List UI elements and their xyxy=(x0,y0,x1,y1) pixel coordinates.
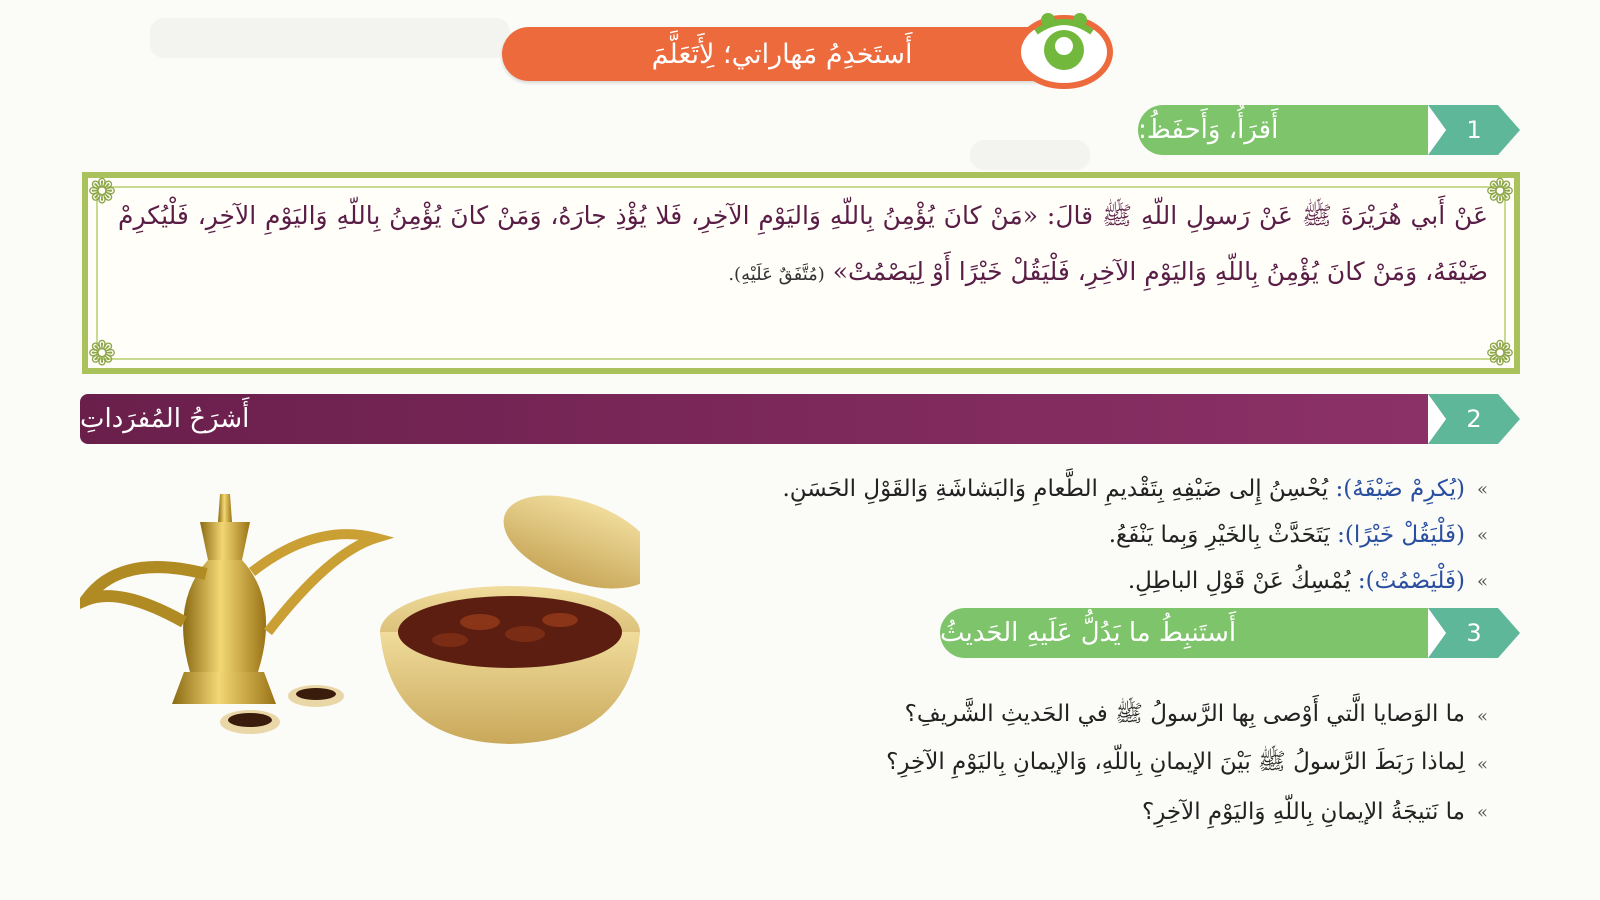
question-text: ما الوَصايا الَّتي أَوْصى بِها الرَّسولُ ﷺ في الحَديثِ الشَّريفِ؟ xyxy=(904,701,1465,727)
vocabulary-term: (يُكرِمْ ضَيْفَهُ): xyxy=(1335,476,1465,502)
bullet-icon: » xyxy=(1476,570,1488,592)
hadith-text-block xyxy=(118,188,1488,358)
section-3-header xyxy=(940,608,1428,658)
background-ghost xyxy=(970,140,1090,170)
frame-corner-ornament: ❁ xyxy=(87,172,117,212)
bullet-icon: » xyxy=(1476,753,1488,775)
hadith-source: (مُتَّفَقٌ عَلَيْهِ). xyxy=(728,264,825,285)
frame-corner-ornament: ❁ xyxy=(87,334,117,374)
section-3-title: أَستَنبِطُ ما يَدُلُّ عَلَيهِ الحَديثُ xyxy=(940,618,1237,648)
section-1-header xyxy=(1138,105,1428,155)
vocabulary-meaning: يُمْسِكُ عَنْ قَوْلِ الباطِلِ. xyxy=(1127,568,1351,594)
open-hands-icon xyxy=(1008,6,1116,92)
section-3-number: 3 xyxy=(1466,619,1482,647)
frame-corner-ornament: ❁ xyxy=(1485,334,1515,374)
bullet-icon: » xyxy=(1476,524,1488,546)
question-item xyxy=(488,788,1488,836)
dallah-and-dates-illustration xyxy=(80,482,640,772)
frame-corner-ornament: ❁ xyxy=(1485,172,1515,212)
bullet-icon: » xyxy=(1476,478,1488,500)
section-1-number: 1 xyxy=(1466,116,1482,144)
section-1-number-tab xyxy=(1428,105,1520,155)
vocabulary-meaning: يَتَحَدَّثْ بِالخَيْرِ وَبِما يَنْفَعُ. xyxy=(1108,522,1330,548)
question-text: لِماذا رَبَطَ الرَّسولُ ﷺ بَيْنَ الإيمانِ بِاللّهِ، وَالإيمانِ بِاليَوْمِ الآخِرِ؟ xyxy=(886,749,1465,775)
section-1-title: أَقرَأُ، وَأَحفَظُ: xyxy=(1138,115,1279,145)
section-2-number-tab xyxy=(1428,394,1520,444)
bullet-icon: » xyxy=(1476,801,1488,823)
vocabulary-term: (فَلْيَقُلْ خَيْرًا): xyxy=(1337,522,1465,548)
question-text: ما نَتيجَةُ الإيمانِ بِاللّهِ وَاليَوْمِ الآخِرِ؟ xyxy=(1141,799,1465,825)
lesson-header-title: أَستَخدِمُ مَهاراتي؛ لِأَتَعَلَّمَ xyxy=(651,38,913,70)
section-2-header xyxy=(80,394,1430,444)
vocabulary-term: (فَلْيَصْمُتْ): xyxy=(1357,568,1465,594)
bullet-icon: » xyxy=(1476,705,1488,727)
hadith-text: عَنْ أَبي هُرَيْرَةَ ﷺ عَنْ رَسولِ اللّهِ ﷺ قالَ: «مَنْ كانَ يُؤْمِنُ بِاللّهِ وَاليَوْمِ الآخِرِ، فَلا يُؤْذِ جارَهُ، وَمَنْ كانَ يُؤْمِنُ بِاللّهِ وَاليَوْمِ الآخِرِ، فَلْيُكرِمْ ضَيْفَهُ، وَمَنْ كانَ يُؤْمِنُ بِاللّهِ وَاليَوْمِ الآخِرِ، فَلْيَقُلْ خَيْرًا أَوْ لِيَصْمُتْ» xyxy=(118,201,1488,286)
dates-basket-icon xyxy=(380,482,640,744)
background-ghost xyxy=(150,18,510,58)
vocabulary-meaning: يُحْسِنُ إِلى ضَيْفِهِ بِتَقْديمِ الطَّعامِ وَالبَشاشَةِ وَالقَوْلِ الحَسَنِ. xyxy=(782,476,1329,502)
section-3-number-tab xyxy=(1428,608,1520,658)
lesson-header xyxy=(502,27,1062,81)
coffee-pot-icon xyxy=(86,494,376,704)
section-2-number: 2 xyxy=(1466,405,1482,433)
section-2-title: أَشرَحُ المُفرَداتِ xyxy=(80,404,250,434)
